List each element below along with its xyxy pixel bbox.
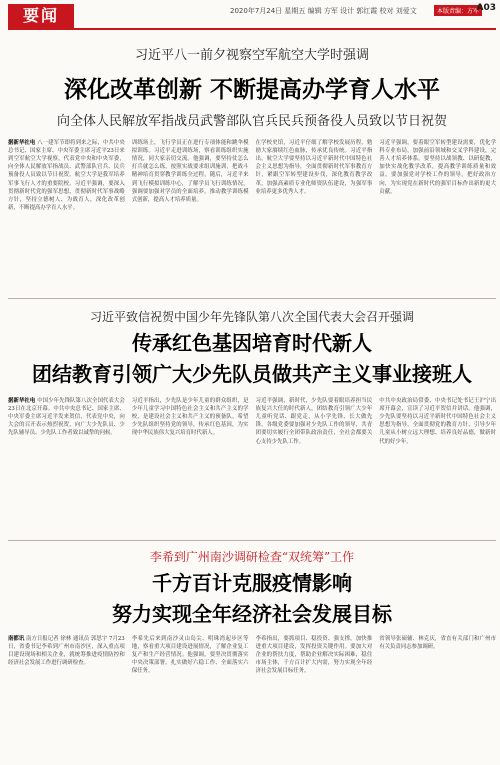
- body-column: [379, 139, 496, 334]
- section-tag: 要闻: [8, 4, 74, 28]
- article-body: [8, 139, 496, 334]
- article-divider: [8, 298, 496, 299]
- article-headline-line2: 努力实现全年经济社会发展目标: [112, 602, 392, 626]
- body-text: 中共中央政治局常委、中央书记处书记王沪宁出席开幕会，宣读了习近平贺信并讲话。他强调，少先队要坚持以习近平新时代中国特色社会主义思想为指导，全面贯彻党的教育方针，引导少年儿童从小树立远大理想、培养良好品德，做新时代的好少年。: [379, 398, 496, 445]
- page-header: [0, 0, 500, 30]
- page-number: A03: [476, 3, 496, 13]
- article-guangzhou-inspection: [8, 548, 496, 765]
- article-body: [8, 635, 496, 765]
- body-column: [256, 139, 373, 334]
- body-text: 习近平指出，少先队是少年儿童的群众组织，是少年儿童学习中国特色社会主义和共产主义的学校，是建设社会主义和共产主义的预备队。希望少先队组织坚持党的领导，传承红色基因，为实现中华民族伟大复兴培育时代新人。: [131, 398, 249, 437]
- article-headline: 深化改革创新 不断提高办学育人水平: [63, 77, 440, 103]
- header-rule: [8, 28, 496, 30]
- body-text: 八一建军节即将到来之际，中共中央总书记、国家主席、中央军委主席习近平23日来到空军航空大学视察，代表党中央和中央军委，向全体人民解放军指战员、武警部队官兵、民兵预备役人员致以节日祝贺。航空大学是我军培养军事飞行人才的重要院校。习近平强调，要深入贯彻新时代党的强军思想，贯彻新时代军事战略方针，坚持立德树人、为战育人，深化改革创新，不断提高办学育人水平。: [8, 140, 125, 211]
- body-text: 省领导张硕辅、林克庆，省直有关部门和广州市有关负责同志参加调研。: [379, 636, 496, 651]
- body-text: 南方日报记者 徐林 通讯员 郭思宇 7月23日，省委书记李希到广州市南沙区，深入重点项目建设现场和相关企业，就统筹推进疫情防控和经济社会发展工作进行调研检查。: [8, 636, 125, 667]
- body-column: [379, 635, 496, 765]
- body-column: [132, 635, 249, 765]
- dateline: 据新华社电: [8, 140, 36, 146]
- article-headline-line1: 千方百计克服疫情影响: [152, 571, 352, 595]
- body-column: [8, 139, 125, 334]
- dateline: 南都讯: [8, 636, 25, 642]
- body-column: [256, 635, 373, 765]
- dateline: 据新华社电: [8, 398, 36, 404]
- article-headline-line1: 传承红色基因培育时代新人: [132, 331, 372, 355]
- body-text: 习近平强调，新时代，少先队要着眼培养担当民族复兴大任的时代新人，团结教育引领广大少年儿童听党话、跟党走，从小学先锋、长大做先锋。各级党委要加强对少先队工作的领导，共青团要切实履行全团带队政治责任，全社会都要关心支持少先队工作。: [255, 398, 373, 445]
- article-subhead: 向全体人民解放军指战员武警部队官兵民兵预备役人员致以节日祝贺: [56, 114, 447, 129]
- date-line: 2020年7月24日 星期五 编辑 方军 设计 郭红霞 校对 刘爱文: [230, 7, 417, 15]
- body-text: 中国少年先锋队第八次全国代表大会23日在北京开幕。中共中央总书记、国家主席、中央军委主席习近平发来贺信，代表党中央，向大会的召开表示热烈祝贺，向广大少先队员、少先队辅导员、少先队工作者致以诚挚的问候。: [8, 398, 125, 437]
- body-column: [8, 635, 125, 765]
- article-headline-line2: 团结教育引领广大少先队员做共产主义事业接班人: [32, 362, 472, 386]
- article-kicker: 习近平致信祝贺中国少年先锋队第八次全国代表大会召开强调: [89, 310, 414, 324]
- body-text: 在学校史馆，习近平仔细了解学校发展历程，勉励大家赓续红色血脉，传承优良传统。习近平指出，航空大学要坚持以习近平新时代中国特色社会主义思想为指导，全面贯彻新时代军事教育方针，紧跟空军转型建设步伐，深化教育教学改革，加强高素质专业化师资队伍建设，为强军事业培养更多优秀人才。: [255, 140, 373, 195]
- article-military-inspection: [8, 36, 496, 334]
- article-kicker: 李希到广州南沙调研检查“双统筹”工作: [149, 550, 355, 564]
- editor-badge: 本版责编：方军: [434, 5, 482, 16]
- article-divider: [8, 540, 496, 541]
- body-text: 李希指出，要抓项目、稳投资、强支撑，加快推进重大项目建设，发挥投资关键作用。要加大对企业的帮扶力度，帮助企业解决实际困难，稳住市场主体，千方百计扩大内需，努力实现全年经济社会发展目标任务。: [255, 636, 373, 675]
- body-text: 李希先后来到南沙灵山岛尖、明珠湾起步区等地，察看重大项目建设进展情况，了解企业复工复产和生产经营情况。他强调，要坚决贯彻落实中央决策部署，扎实做好六稳工作、全面落实六保任务。: [131, 636, 249, 675]
- article-kicker: 习近平八一前夕视察空军航空大学时强调: [134, 48, 369, 63]
- body-column: [132, 139, 249, 334]
- body-text: 习近平强调，要着眼空军转型建设需要，优化学科专业布局，加强前沿领域和交叉学科建设，完善人才培养体系。要坚持以战领教、以研促教，加快实战化教学改革，提高教学训练质量和效益。要加强党对学校工作的领导，把好政治方向，为实现党在新时代的强军目标作出新的更大贡献。: [379, 140, 496, 195]
- body-text: 训练场上，飞行学员正在进行专项体能和跳伞模拟训练。习近平走进训练场，察看训练组织实施情况，同大家亲切交流。他强调，要坚持仗怎么打兵就怎么练，按照实战要求组训施训，把战斗精神培育贯穿教学训练全过程。随后，习近平来到飞行模拟训练中心，了解学员飞行训练情况，强调要加强对学员的全面培养，推动教学训练模式创新，提高人才培养质量。: [131, 140, 249, 203]
